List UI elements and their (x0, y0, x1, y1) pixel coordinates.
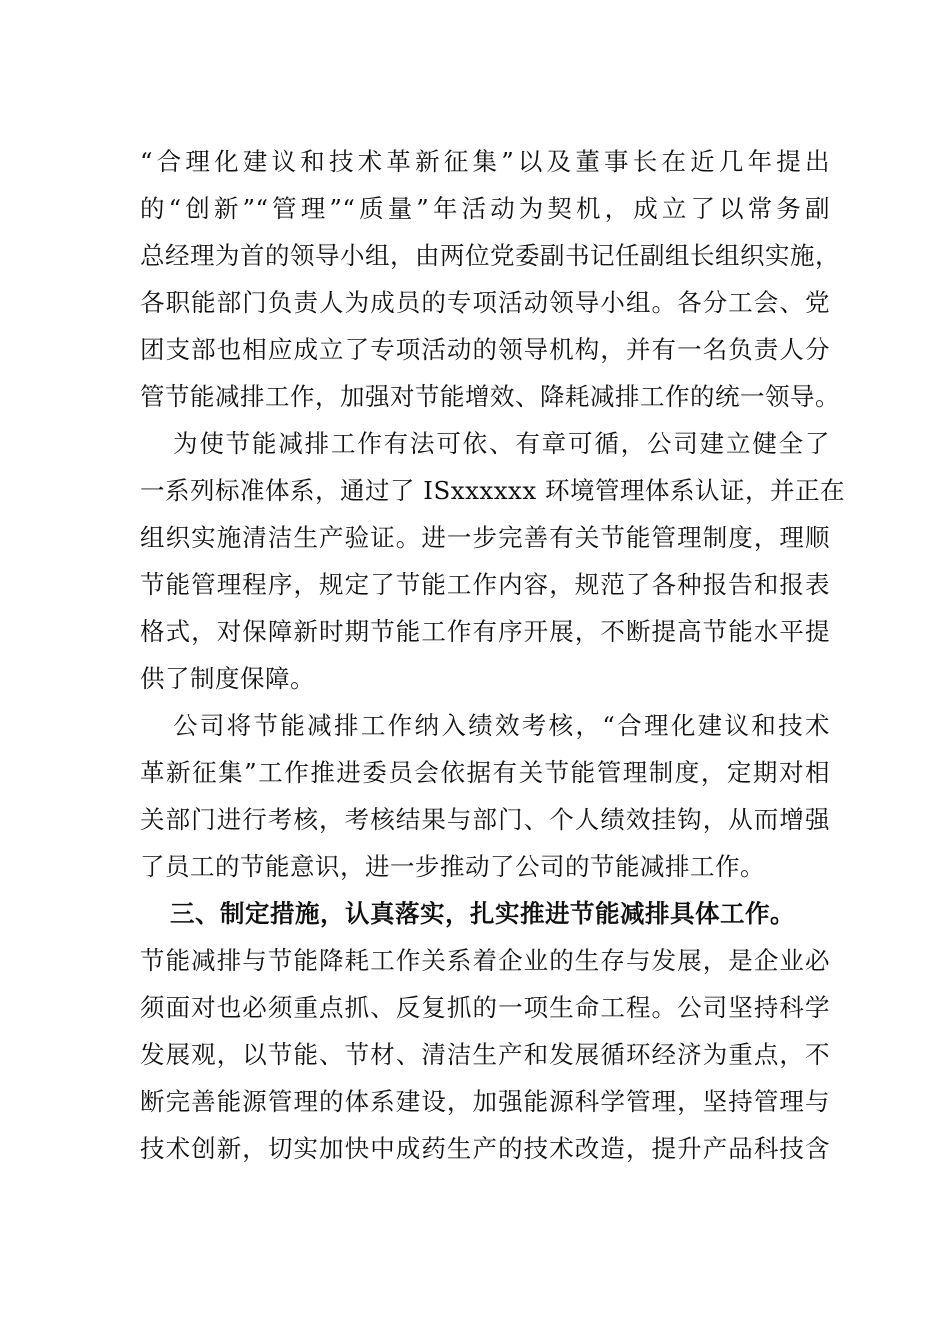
text-line: 各职能部门负责人为成员的专项活动领导小组。各分工会、党 (140, 288, 830, 317)
text-line: 须面对也必须重点抓、反复抓的一项生命工程。公司坚持科学 (140, 993, 830, 1022)
text-line: 组织实施清洁生产验证。进一步完善有关节能管理制度，理顺 (140, 523, 830, 552)
text-line: 发展观，以节能、节材、清洁生产和发展循环经济为重点，不 (140, 1040, 830, 1069)
text-line: 团支部也相应成立了专项活动的领导机构，并有一名负责人分 (140, 335, 830, 364)
text-line: 节能减排与节能降耗工作关系着企业的生存与发展，是企业必 (140, 946, 830, 975)
text-line: 格式，对保障新时期节能工作有序开展，不断提高节能水平提 (140, 617, 830, 646)
text-line: 节能管理程序，规定了节能工作内容，规范了各种报告和报表 (140, 570, 830, 599)
text-line: 了员工的节能意识，进一步推动了公司的节能减排工作。 (140, 852, 765, 881)
text-line: 关部门进行考核，考核结果与部门、个人绩效挂钩，从而增强 (140, 805, 830, 834)
text-line: “合理化建议和技术革新征集”以及董事长在近几年提出 (140, 147, 830, 176)
document-body (140, 138, 845, 1172)
paragraph-3 (140, 702, 830, 890)
text-line: 管节能减排工作，加强对节能增效、降耗减排工作的统一领导。 (140, 382, 840, 411)
text-line: 公司将节能减排工作纳入绩效考核，“合理化建议和技术 (173, 711, 830, 740)
heading-text: 三、制定措施，认真落实，扎实推进节能减排具体工作。 (170, 899, 795, 928)
section-heading (140, 890, 830, 937)
text-line: 总经理为首的领导小组，由两位党委副书记任副组长组织实施， (140, 241, 840, 270)
text-line: 革新征集”工作推进委员会依据有关节能管理制度，定期对相 (140, 758, 830, 787)
text-line: 一系列标准体系，通过了 ISxxxxxx 环境管理体系认证，并正在 (140, 476, 845, 505)
text-line: 为使节能减排工作有法可依、有章可循，公司建立健全了 (173, 429, 830, 458)
text-line: 技术创新，切实加快中成药生产的技术改造，提升产品科技含 (140, 1134, 830, 1163)
paragraph-2 (140, 420, 845, 702)
text-line: 供了制度保障。 (140, 664, 315, 693)
paragraph-1 (140, 138, 840, 420)
paragraph-4 (140, 937, 830, 1172)
text-line: 的“创新”“管理”“质量”年活动为契机，成立了以常务副 (140, 194, 830, 223)
text-line: 断完善能源管理的体系建设，加强能源科学管理，坚持管理与 (140, 1087, 830, 1116)
